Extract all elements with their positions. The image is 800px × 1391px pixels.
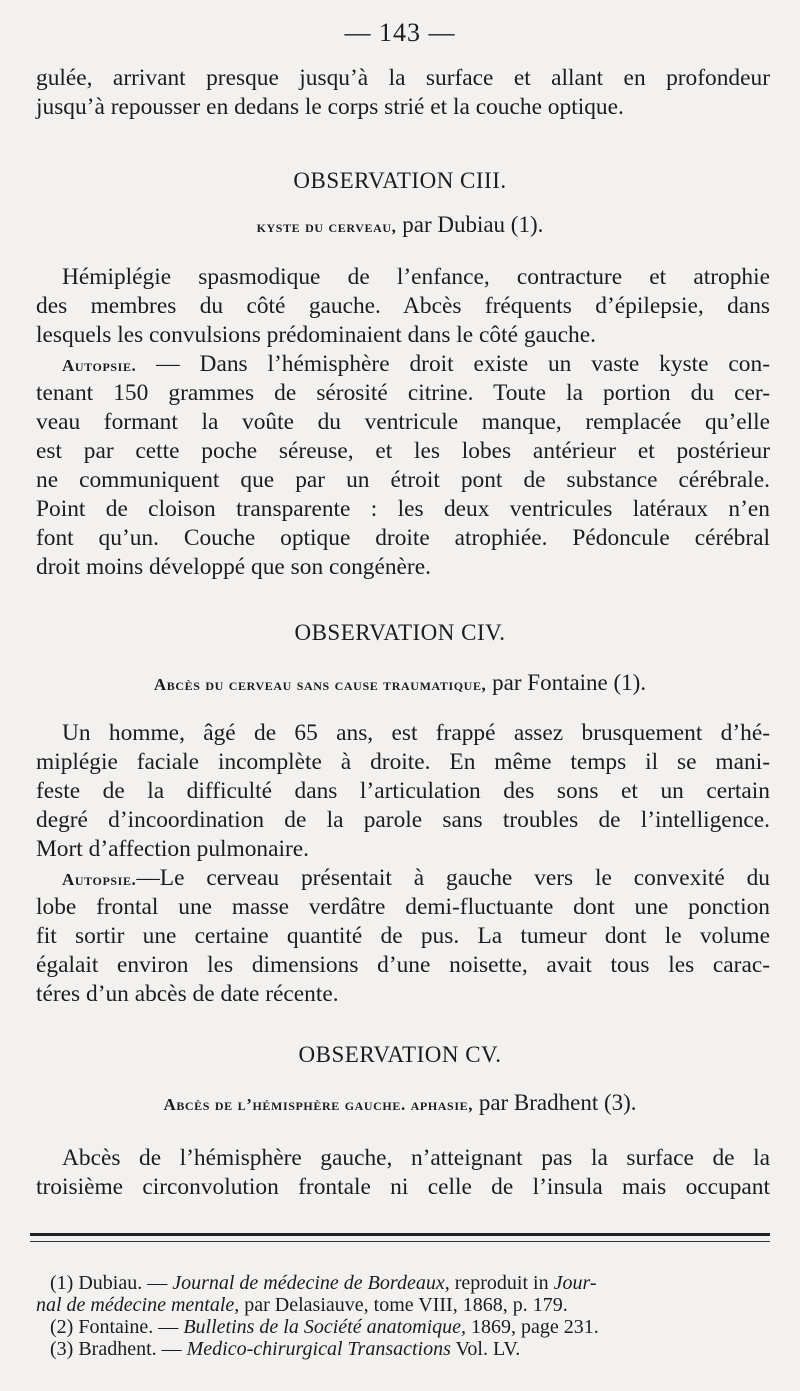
text-line: jusqu’à repousser en dedans le corps strié et la couche optique. (36, 94, 624, 120)
autopsy-text: — Dans l’hémisphère droit existe un vaste kyste con- (136, 351, 770, 377)
subtitle-author: par Fontaine (1). (492, 670, 647, 695)
subtitle-title: Abcès du cerveau sans cause traumatique, (153, 675, 487, 694)
footnote-rule (30, 1233, 770, 1236)
text-line: veau formant la voûte du ventricule manque, remplacée qu’elle (36, 409, 770, 435)
text-line: miplégie faciale incomplète à droite. En même temps il se mani- (36, 749, 770, 775)
footnote-1-cont: nal de médecine mentale, par Delasiauve, tome VIII, 1868, p. 179. (36, 1294, 568, 1316)
autopsy-label: Autopsie. (62, 870, 137, 889)
text-line: tenant 150 grammes de sérosité citrine. Toute la portion du cer- (36, 380, 770, 406)
text-line: feste de la difficulté dans l’articulation des sons et un certain (36, 778, 770, 804)
text-line: lesquels les convulsions prédominaient dans le côté gauche. (36, 322, 596, 348)
text-line: font qu’un. Couche optique droite atrophiée. Pédoncule cérébral (36, 525, 770, 551)
text-line: fit sortir une certaine quantité de pus. La tumeur dont le volume (36, 923, 770, 949)
footnote-rule-thin (30, 1241, 770, 1242)
text-line: égalait environ les dimensions d’une noisette, avait tous les carac- (36, 952, 770, 978)
page-number: — 143 — (344, 18, 456, 47)
text-line: Mort d’affection pulmonaire. (36, 836, 310, 862)
subtitle-title: kyste du cerveau, (256, 217, 397, 236)
text-line: Hémiplégie spasmodique de l’enfance, contracture et atrophie (62, 264, 770, 290)
autopsy-line (62, 350, 770, 380)
observation-heading: OBSERVATION CIV. (294, 620, 506, 645)
text-line: Abcès de l’hémisphère gauche, n’atteignant pas la surface de la (62, 1145, 770, 1171)
observation-subtitle (0, 670, 800, 696)
subtitle-author: par Bradhent (3). (478, 1090, 637, 1115)
subtitle-title: Abcès de l’hémisphère gauche. aphasie, (163, 1095, 474, 1114)
autopsy-line (62, 864, 770, 894)
text-line: droit moins développé que son congénère. (36, 554, 431, 580)
observation-heading: OBSERVATION CIII. (293, 168, 507, 193)
text-line: est par cette poche séreuse, et les lobes antérieur et postérieur (36, 438, 770, 464)
autopsy-label: Autopsie. (62, 356, 137, 375)
footnote-2: (2) Fontaine. — Bulletins de la Société anatomique, 1869, page 231. (50, 1316, 599, 1338)
subtitle-author: par Dubiau (1). (402, 212, 544, 237)
footnote-1: (1) Dubiau. — Journal de médecine de Bordeaux, reproduit in Jour- (50, 1272, 597, 1294)
text-line: troisième circonvolution frontale ni celle de l’insula mais occupant (36, 1174, 770, 1200)
text-line: Point de cloison transparente : les deux ventricules latéraux n’en (36, 496, 770, 522)
text-line: lobe frontal une masse verdâtre demi-fluctuante dont une ponction (36, 894, 770, 920)
autopsy-text: —Le cerveau présentait à gauche vers le convexité du (136, 865, 770, 891)
text-line: degré d’incoordination de la parole sans troubles de l’intelligence. (36, 807, 770, 833)
observation-subtitle (0, 1090, 800, 1116)
text-line: Un homme, âgé de 65 ans, est frappé assez brusquement d’hé- (62, 720, 770, 746)
text-line: gulée, arrivant presque jusqu’à la surface et allant en profondeur (36, 65, 770, 91)
footnote-3: (3) Bradhent. — Medico-chirurgical Transactions Vol. LV. (50, 1338, 521, 1360)
text-line: des membres du côté gauche. Abcès fréquents d’épilepsie, dans (36, 293, 770, 319)
observation-subtitle (0, 212, 800, 238)
text-line: téres d’un abcès de date récente. (36, 981, 339, 1007)
observation-heading: OBSERVATION CV. (298, 1042, 502, 1067)
text-line: ne communiquent que par un étroit pont de substance cérébrale. (36, 467, 770, 493)
